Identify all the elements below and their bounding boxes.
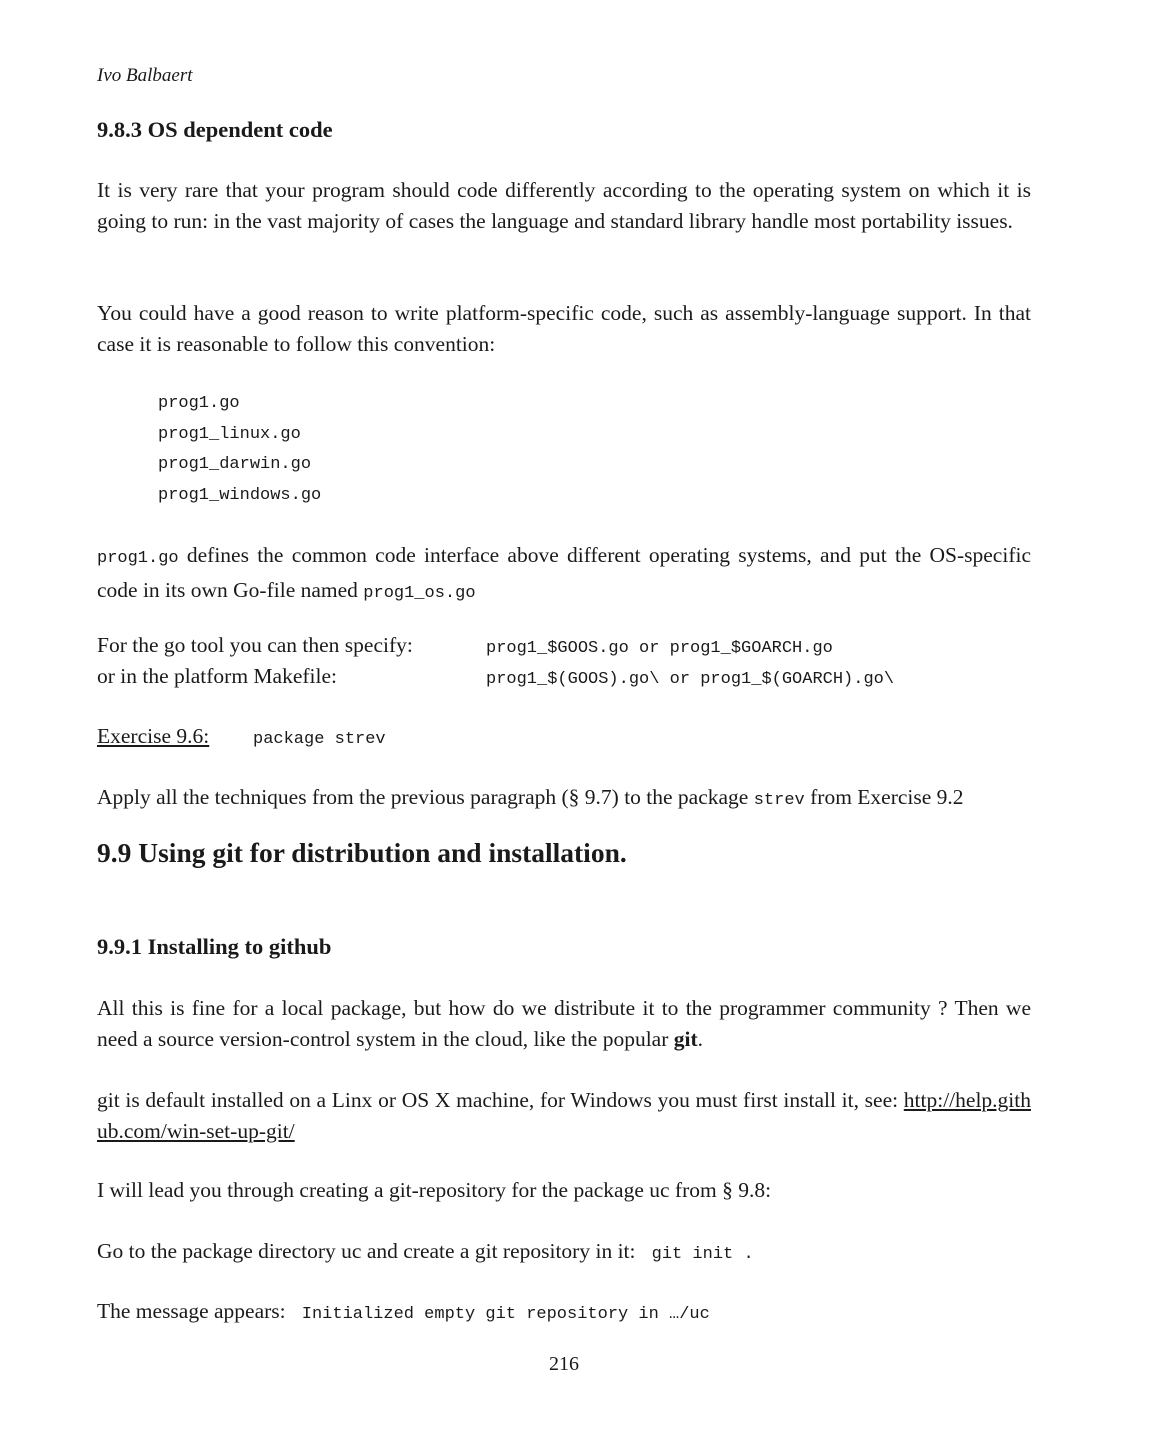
text: defines the common code interface above different operating systems, and put the OS-specific code in its own Go-file named (97, 543, 1031, 602)
file-name: prog1_linux.go (158, 424, 301, 444)
inline-code: prog1.go (97, 549, 179, 568)
page-number: 216 (549, 1353, 579, 1375)
inline-code: Initialized empty git repository in …/uc (301, 1305, 710, 1324)
paragraph: You could have a good reason to write platform-specific code, such as assembly-language support. In that case it is reasonable to follow this convention: (97, 301, 1031, 356)
paragraph (97, 540, 1031, 609)
inline-code: prog1_$(GOOS).go\ or prog1_$(GOARCH).go\ (486, 670, 895, 689)
exercise-label: Exercise 9.6: (97, 724, 210, 748)
inline-code: git init . (651, 1245, 754, 1264)
go-tool-row (97, 630, 1031, 665)
inline-code: prog1_os.go (363, 583, 476, 603)
text: The message appears: (97, 1299, 302, 1323)
section-heading-9-9: 9.9 Using git for distribution and installation. (97, 837, 627, 868)
file-name: prog1.go (158, 394, 240, 413)
file-list (158, 389, 1092, 511)
bold-text: git (673, 1026, 698, 1051)
label: or in the platform Makefile: (97, 664, 338, 688)
paragraph: It is very rare that your program should code differently according to the operating system on which it is going to run: in the vast majority of cases the language and standard library handle most portability issues. (97, 178, 1031, 233)
paragraph (97, 1236, 1031, 1271)
inline-code: package strev (253, 730, 386, 749)
section-heading-9-9-1: 9.9.1 Installing to github (97, 934, 332, 959)
running-header-author: Ivo Balbaert (97, 65, 193, 86)
section-heading-9-8-3: 9.8.3 OS dependent code (97, 117, 333, 142)
inline-code: prog1_$GOOS.go or prog1_$GOARCH.go (486, 639, 833, 658)
inline-code: strev (753, 791, 805, 810)
paragraph (97, 993, 1031, 1054)
label: For the go tool you can then specify: (97, 633, 413, 657)
paragraph: I will lead you through creating a git-repository for the package uc from § 9.8: (97, 1178, 772, 1202)
text: from Exercise 9.2 (804, 785, 964, 809)
paragraph (97, 782, 1031, 817)
text: . (697, 1026, 704, 1051)
text: Go to the package directory uc and create a git repository in it: (97, 1239, 652, 1263)
text: All this is fine for a local package, but how do we distribute it to the programmer community ? Then we need a source version-control system in the cloud, like the popular (97, 996, 1031, 1051)
file-name: prog1_windows.go (158, 485, 322, 505)
exercise-row (97, 721, 1031, 756)
file-name: prog1_darwin.go (158, 455, 312, 474)
text: Apply all the techniques from the previous paragraph (§ 9.7) to the package (97, 785, 754, 809)
paragraph (97, 1085, 1031, 1146)
text: git is default installed on a Linx or OS X machine, for Windows you must first install it, see: (97, 1088, 904, 1112)
makefile-row (97, 661, 1031, 696)
git-setup-link[interactable]: http://help.github.com/win-set-up-git/ (97, 1088, 1031, 1143)
paragraph (97, 1296, 1031, 1331)
